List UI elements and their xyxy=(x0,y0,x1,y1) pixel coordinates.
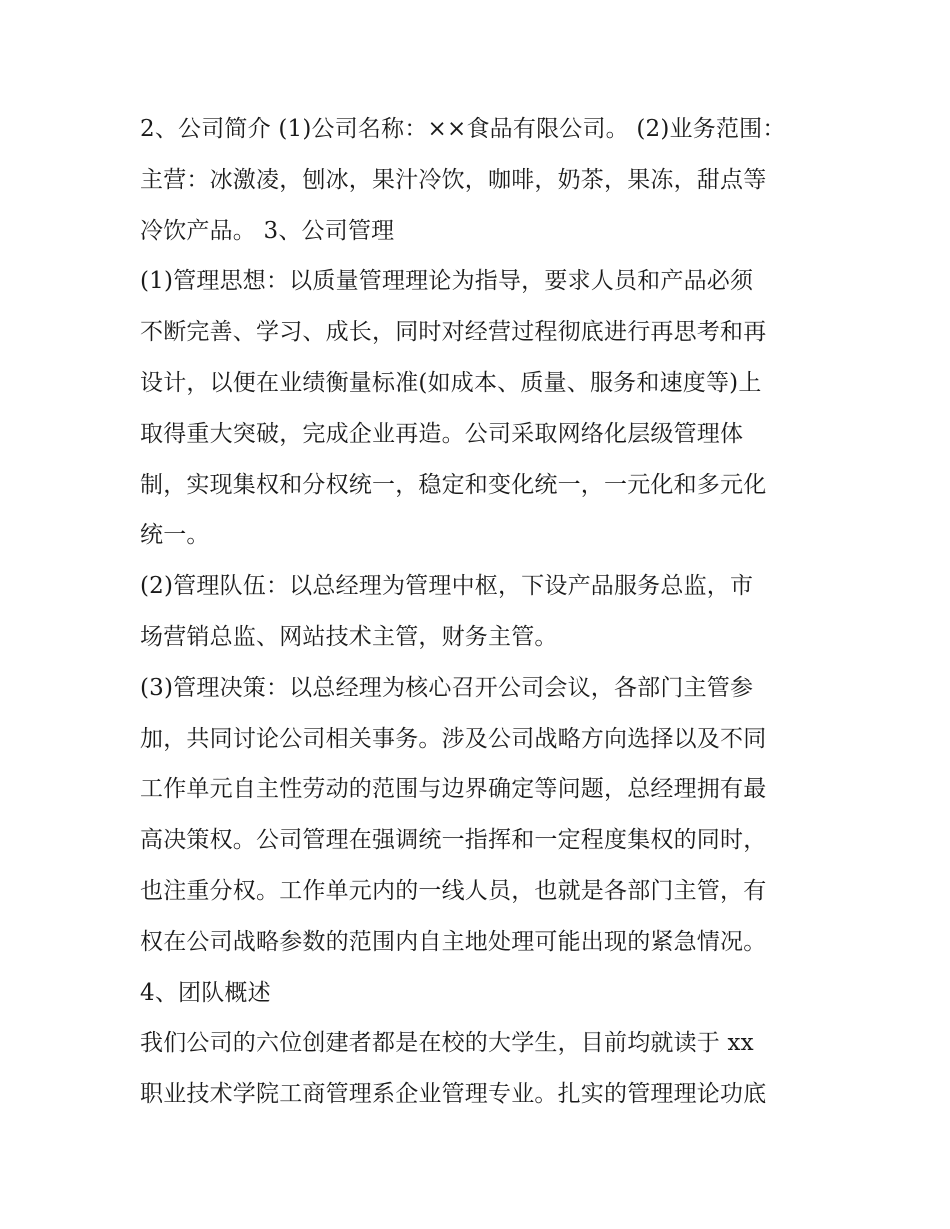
text-line: 取得重大突破，完成企业再造。公司采取网络化层级管理体 xyxy=(140,420,744,447)
text-line: 高决策权。公司管理在强调统一指挥和一定程度集权的同时， xyxy=(140,827,767,854)
text-line: 我们公司的六位创建者都是在校的大学生，目前均就读于 xx xyxy=(140,1030,754,1057)
text-line: (3)管理决策：以总经理为核心召开公司会议，各部门主管参 xyxy=(140,674,754,701)
text-line: 统一。 xyxy=(140,522,210,549)
text-line: 冷饮产品。 3、公司管理 xyxy=(140,217,395,244)
text-line: 加，共同讨论公司相关事务。涉及公司战略方向选择以及不同 xyxy=(140,725,767,752)
text-line: 设计，以便在业绩衡量标准(如成本、质量、服务和速度等)上 xyxy=(140,369,762,396)
text-line: 4、团队概述 xyxy=(140,979,271,1006)
text-line: 权在公司战略参数的范围内自主地处理可能出现的紧急情况。 xyxy=(140,928,767,955)
text-line: (2)管理队伍：以总经理为管理中枢，下设产品服务总监，市 xyxy=(140,573,754,600)
text-line: 主营：冰激凌，刨冰，果汁冷饮，咖啡，奶茶，果冻，甜点等 xyxy=(140,166,767,193)
text-line: (1)管理思想：以质量管理理论为指导，要求人员和产品必须 xyxy=(140,268,754,295)
text-line: 不断完善、学习、成长，同时对经营过程彻底进行再思考和再 xyxy=(140,319,767,346)
text-line: 工作单元自主性劳动的范围与边界确定等问题，总经理拥有最 xyxy=(140,776,767,803)
document-body xyxy=(140,104,818,1120)
text-line: 2、公司简介 (1)公司名称：××食品有限公司。 (2)业务范围： xyxy=(140,116,786,142)
text-line: 职业技术学院工商管理系企业管理专业。扎实的管理理论功底 xyxy=(140,1081,767,1108)
text-line: 场营销总监、网站技术主管，财务主管。 xyxy=(140,623,558,650)
text-line: 制，实现集权和分权统一，稳定和变化统一，一元化和多元化 xyxy=(140,471,767,498)
text-line: 也注重分权。工作单元内的一线人员，也就是各部门主管，有 xyxy=(140,877,767,904)
